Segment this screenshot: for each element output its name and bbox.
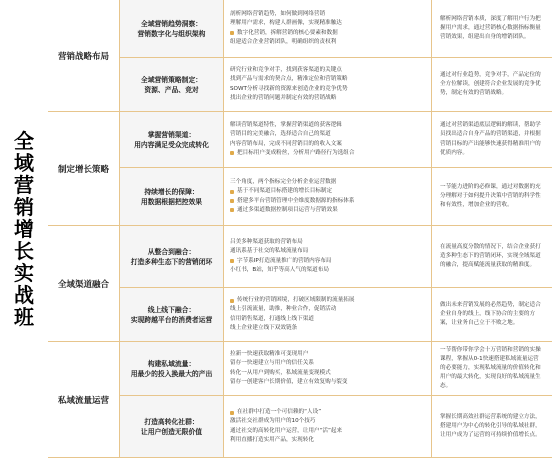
content-text: 激活社交社群成为用户的10个技巧: [230, 418, 316, 425]
content-item: [230, 436, 425, 445]
title-char: 增: [14, 217, 34, 241]
bullet-icon: [230, 199, 234, 203]
module-content: [224, 168, 432, 226]
module-title: [120, 288, 224, 342]
module-content: [224, 58, 432, 112]
content-item: [230, 75, 425, 84]
title-char: 实: [14, 261, 34, 285]
content-text: 传统行业的营销困境，打破区域限制的流量拓展: [237, 297, 355, 304]
content-text: 营销目的完美融合，选择适合自己的渠道: [230, 131, 331, 138]
module-goal: 一节能力进阶的必修课，通过对数据的充分理解对于如何提升决策中营销的科学性和有效性，增加企业的营收。: [432, 168, 552, 226]
module-title: [120, 396, 224, 458]
content-item: [230, 369, 425, 378]
content-item: [230, 178, 425, 187]
module-title-line: 用内容满足受众完成转化: [134, 140, 209, 149]
content-item: [230, 10, 425, 19]
bullet-icon: [230, 151, 234, 155]
bullet-icon: [230, 208, 234, 212]
content-item: [230, 66, 425, 75]
title-char: 战: [14, 283, 34, 307]
category-label: 制定增长策略: [48, 112, 120, 226]
content-item: [230, 149, 425, 158]
content-text: 吕美多种渠道获取的营销布局: [230, 239, 303, 246]
content-text: 信用销售渠道，打通线上线下渠道: [230, 315, 314, 322]
content-text: 在社群中打造一个可信赖的“人设”: [237, 409, 322, 416]
module-title-line: 实现跨越平台的消费者运营: [130, 315, 213, 324]
module-content: [224, 0, 432, 58]
bullet-icon: [230, 259, 234, 263]
content-item: [230, 417, 425, 426]
content-item: [230, 121, 425, 130]
module-goal: 解析网络营销本质，深度了解用户行为把握用户需求，通过营销核心数据指标衡量营销效果，组建出自身的增销团队。: [432, 0, 552, 58]
content-item: [230, 187, 425, 196]
content-item: [230, 408, 425, 417]
content-text: 拉新一快速获取精准可变现用户: [230, 351, 309, 358]
module-title-line: 营销数字化与组织架构: [137, 29, 206, 38]
content-item: [230, 257, 425, 266]
title-char: 域: [14, 151, 34, 175]
content-text: 数字化营销，拆解营销的核心要素和数据: [237, 29, 338, 36]
module-goal: 掌握长期高效社群运营系统的建立方法，搭建用户为中心的转化引导的私域社群，让用户成为了运营的可持续价值增长点。: [432, 396, 552, 458]
module-content: [224, 342, 432, 396]
module-title-line: 掌握营销渠道：: [147, 130, 196, 139]
content-item: [230, 350, 425, 359]
content-text: 通过多渠道数据控制项目运营与营销效果: [237, 206, 338, 213]
content-text: 找出企业的营销问题并制定有效的营销战略: [230, 94, 337, 101]
content-text: 研究行业和竞争对手，找到获客渠道的关键点: [230, 67, 342, 74]
category-label: 营销战略布局: [48, 0, 120, 112]
content-item: [230, 197, 425, 206]
title-char: 全: [14, 129, 34, 153]
content-text: 小红书，B站，知乎等高人气的渠道布局: [230, 266, 329, 273]
content-text: 搭建多平台营销管理中全维度数据源的指标体系: [237, 197, 355, 204]
category-label: 全域渠道融合: [48, 226, 120, 342]
content-item: [230, 305, 425, 314]
module-content: [224, 288, 432, 342]
content-text: 转化一从用户到购买，私域流量变现模式: [230, 369, 331, 376]
module-goal: 一节帮你带你学会十万营销和营销的实操课程，掌握从0-1快速搭建私域流量运营的必要能力，实现私域流量的价值转化和用户的最大转化，实现良好的私域流量生态。: [432, 342, 552, 396]
module-content: [224, 226, 432, 288]
content-item: [230, 19, 425, 28]
module-goal: 在流量高度分散的情况下，结合企业获打造多种生态下的营销闭环，实现全域渠道的融合，提高赋能流量获取的精准度。: [432, 226, 552, 288]
module-title-line: 全域营销趋势洞察：: [140, 19, 203, 28]
content-item: [230, 324, 425, 333]
course-table: [48, 0, 552, 458]
title-char: 销: [14, 195, 34, 219]
content-text: 线上引流流量，助推，种业合作，促销活动: [230, 306, 337, 313]
module-title-line: 构建私域流量：: [147, 359, 196, 368]
content-text: 找到产品与需求的契合点，精准定位和营销策略: [230, 76, 348, 83]
content-item: [230, 94, 425, 103]
content-text: 利用直播打造实用产品，实现转化: [230, 436, 314, 443]
module-title-line: 资源、产品、竞对: [144, 85, 199, 94]
module-title-line: 持续增长的保障：: [144, 187, 199, 196]
module-content: [224, 112, 432, 168]
content-text: 字节系IP打造流量推广的营销内容布局: [237, 257, 332, 264]
bullet-icon: [230, 299, 234, 303]
content-text: 通讯系基于社交的私域流量布局: [230, 248, 309, 255]
content-item: [230, 206, 425, 215]
module-title-line: 线上线下融合：: [147, 305, 196, 314]
content-text: 解读营销渠道特性，掌握营销渠道的获客逻辑: [230, 122, 342, 129]
course-title: [11, 130, 37, 328]
content-text: 组建适合企业营销团队，明确组织的责权利: [230, 38, 337, 45]
module-title-line: 用数据根据把控效果: [140, 197, 203, 206]
content-item: [230, 238, 425, 247]
module-title-line: 全域营销策略制定：: [140, 75, 203, 84]
content-text: 理解用户需求，构建人群画像，实现精准触达: [230, 20, 342, 27]
content-item: [230, 247, 425, 256]
content-item: [230, 296, 425, 305]
bullet-icon: [230, 190, 234, 194]
content-item: [230, 315, 425, 324]
module-title-line: 用最少的投入换最大的产出: [130, 369, 213, 378]
module-goal: 通过对营销渠道底层逻辑的解读，帮助学员找出适合自身产品的营销渠道，并根据营销目标的产出能够快速获得精准用户的优质内容。: [432, 112, 552, 168]
vertical-title-column: [0, 0, 49, 458]
content-text: 剖析网络营销趋势，如何做到网络营销: [230, 11, 326, 18]
content-item: [230, 266, 425, 275]
bullet-icon: [230, 411, 234, 415]
bullet-icon: [230, 31, 234, 35]
content-item: [230, 378, 425, 387]
module-title: [120, 112, 224, 168]
content-text: 线上企业建立线下双效链条: [230, 324, 298, 331]
title-char: 班: [14, 305, 34, 329]
content-item: [230, 130, 425, 139]
title-char: 长: [14, 239, 34, 263]
content-text: 通过社交的高转化用户运营，让用户“活”起来: [230, 427, 343, 434]
content-text: SOWT分析寻找新的资源来创造企业的竞争优势: [230, 85, 348, 92]
content-item: [230, 38, 425, 47]
content-item: [230, 427, 425, 436]
module-title: [120, 168, 224, 226]
content-item: [230, 140, 425, 149]
module-goal: 做出未来营销发展的必然趋势，制定适合企业自身的线上，线下协合的主要的方案，让业务自己立于不败之地。: [432, 288, 552, 342]
module-title: [120, 226, 224, 288]
module-title-line: 打造多种生态下的营销闭环: [130, 257, 213, 266]
content-text: 把目标用户变成粉丝，分析用户路径行为选组合: [237, 149, 355, 156]
content-text: 三个角度，两个指标完全分析企业运营数据: [230, 179, 337, 186]
content-text: 留存一创建客户长期价值，建立有效复购与裂变: [230, 378, 348, 385]
content-item: [230, 359, 425, 368]
module-goal: 通过对行业趋势，竞争对手，产品定位的全方位解读，创建符合企业发展的竞争优势，制定有效的营销战略。: [432, 58, 552, 112]
category-label: 私域流量运营: [48, 342, 120, 458]
module-title: [120, 342, 224, 396]
content-text: 内容营销布局，完成不同营销目的的收入文案: [230, 140, 342, 147]
content-text: 基于不同渠道目标搭建的增长目标制定: [237, 188, 333, 195]
module-title-line: 打造高转化社群：: [144, 417, 199, 426]
module-content: [224, 396, 432, 458]
content-item: [230, 85, 425, 94]
module-title-line: 从整合到融合：: [147, 247, 196, 256]
content-item: [230, 29, 425, 38]
title-char: 营: [14, 173, 34, 197]
module-title: [120, 58, 224, 112]
module-title-line: 让用户创造无限价值: [140, 427, 203, 436]
module-title: [120, 0, 224, 58]
content-text: 留存一快速建立与用户的信任关系: [230, 360, 314, 367]
